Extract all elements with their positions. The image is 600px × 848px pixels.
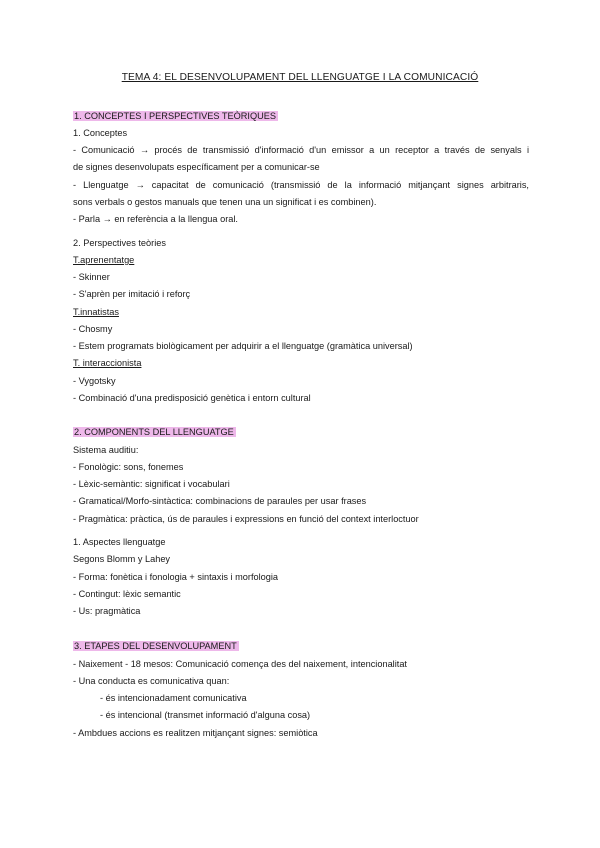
definition-parla: - Parla → en referència a la llengua oral. [73, 214, 238, 224]
list-item: - Naixement - 18 mesos: Comunicació comença des del naixement, intencionalitat [73, 659, 407, 669]
document-title: TEMA 4: EL DESENVOLUPAMENT DEL LLENGUATGE I LA COMUNICACIÓ [121, 72, 479, 83]
section-3-heading [73, 640, 239, 652]
section-3-heading-text: 3. ETAPES DEL DESENVOLUPAMENT [74, 641, 237, 651]
subheading-aspectes: 1. Aspectes llenguatge [73, 537, 166, 547]
theory-interaccionista: T. interaccionista [73, 358, 142, 368]
list-item: - Gramatical/Morfo-sintàctica: combinacions de paraules per usar frases [73, 496, 367, 506]
theory-innatistas: T.innatistas [73, 307, 119, 317]
theory-aprenentatge: T.aprenentatge [73, 255, 135, 265]
sub-list-item: - és intencional (transmet informació d'alguna cosa) [100, 710, 311, 720]
list-item: - Skinner [73, 272, 110, 282]
list-item: - Us: pragmàtica [73, 606, 141, 616]
list-item: - Lèxic-semàntic: significat i vocabulari [73, 479, 230, 489]
subheading-conceptes: 1. Conceptes [73, 128, 128, 138]
definition-comunicacio: - Comunicació → procés de transmissió d'informació d'un emissor a un receptor a través de senyals i [73, 145, 529, 155]
section-2-heading-text: 2. COMPONENTS DEL LLENGUATGE [74, 427, 234, 437]
list-item: - Ambdues accions es realitzen mitjançant signes: semiòtica [73, 728, 318, 738]
intro-sistema-auditiu: Sistema auditiu: [73, 445, 139, 455]
section-1-heading-text: 1. CONCEPTES I PERSPECTIVES TEÒRIQUES [74, 111, 277, 121]
list-item: - Forma: fonètica i fonologia + sintaxis i morfologia [73, 572, 279, 582]
definition-llenguatge: - Llenguatge → capacitat de comunicació (transmissió de la informació mitjançant signes arbitraris, [73, 180, 529, 190]
list-item: - Combinació d'una predisposició genètica i entorn cultural [73, 393, 311, 403]
list-item: - Una conducta es comunicativa quan: [73, 676, 230, 686]
list-item: - Estem programats biològicament per adquirir a el llenguatge (gramàtica universal) [73, 341, 413, 351]
sub-list-item: - és intencionadament comunicativa [100, 693, 247, 703]
section-1-heading [73, 110, 278, 122]
subheading-perspectives: 2. Perspectives teòries [73, 238, 166, 248]
definition-comunicacio-cont: de signes desenvolupats específicament per a comunicar-se [73, 162, 320, 172]
definition-llenguatge-cont: sons verbals o gestos manuals que tenen una un significat i es combinen). [73, 197, 377, 207]
source-blomm-lahey: Segons Blomm y Lahey [73, 554, 171, 564]
list-item: - Fonològic: sons, fonemes [73, 462, 184, 472]
section-2-heading [73, 426, 236, 438]
list-item: - S'aprèn per imitació i reforç [73, 289, 191, 299]
list-item: - Pragmàtica: pràctica, ús de paraules i expressions en funció del context interloctuor [73, 514, 419, 524]
list-item: - Vygotsky [73, 376, 116, 386]
list-item: - Chosmy [73, 324, 113, 334]
list-item: - Contingut: lèxic semantic [73, 589, 181, 599]
